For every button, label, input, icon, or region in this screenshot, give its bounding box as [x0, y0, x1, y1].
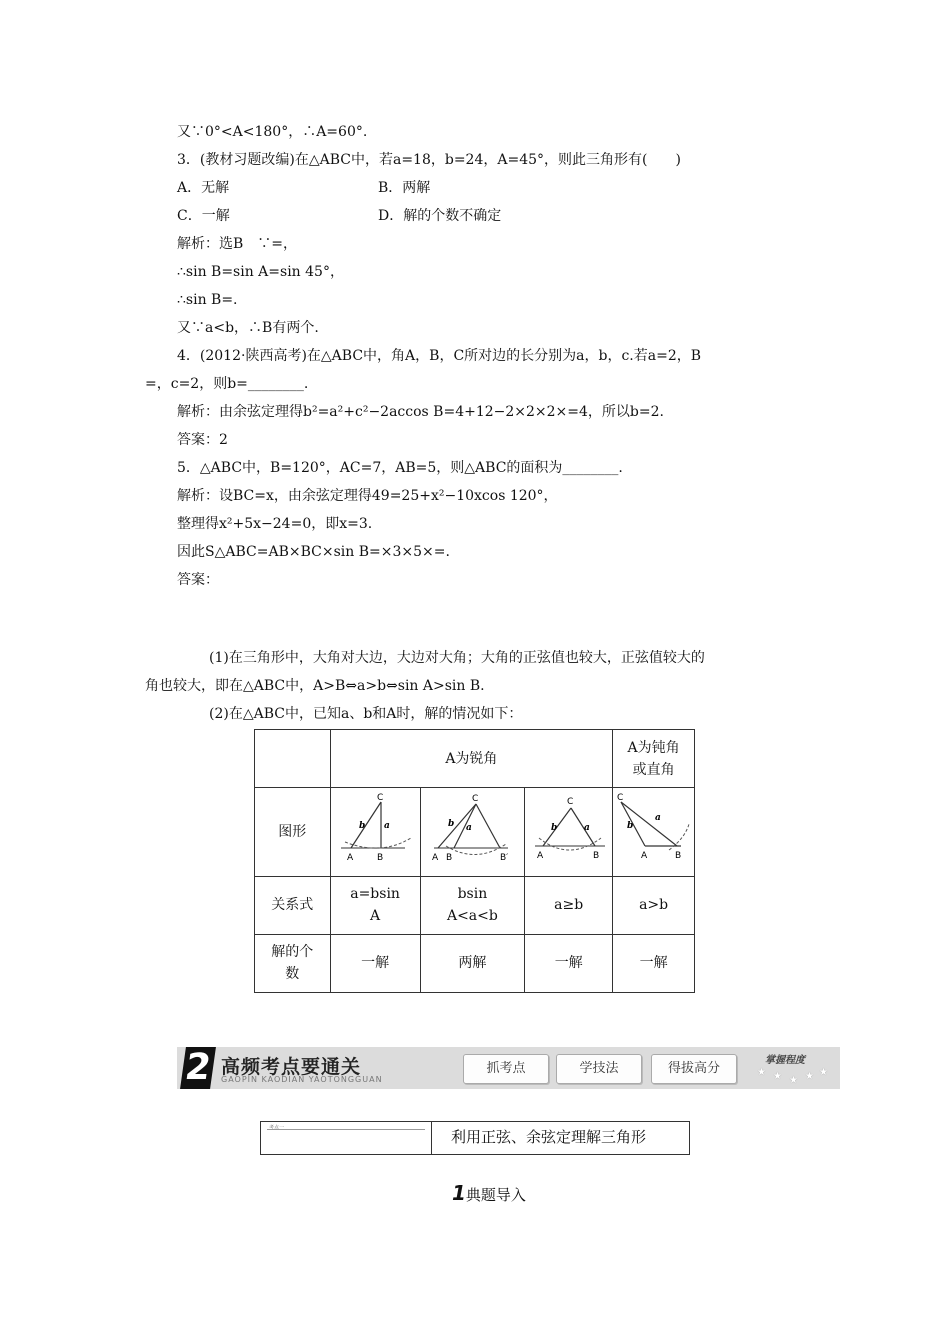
- figure-cell: [420, 788, 525, 876]
- star-icon: ★: [819, 1067, 828, 1078]
- star-icon: ★: [789, 1075, 798, 1086]
- row-label-count-line2: 数: [285, 966, 300, 983]
- star-icon: ★: [805, 1071, 814, 1082]
- svg-text:A: A: [432, 853, 439, 864]
- relation-cell: a≥b: [525, 876, 613, 934]
- star-icon: ★: [773, 1071, 782, 1082]
- note-1: (1)在三角形中，大角对大边，大边对大角；大角的正弦值也较大，正弦值较大的: [209, 650, 705, 666]
- obtuse-header-line1: A为钝角: [627, 739, 680, 756]
- row-label-figure: 图形: [255, 788, 331, 876]
- obtuse-header-line2: 或直角: [632, 761, 675, 778]
- row-label-count-line1: 解的个: [271, 944, 314, 961]
- banner-number: 2: [180, 1047, 216, 1089]
- choice-d: D．解的个数不确定: [378, 208, 502, 224]
- section-title: 典题导入: [465, 1186, 526, 1204]
- solution-line: 整理得x²+5x−24=0，即x=3.: [177, 516, 373, 532]
- svg-text:b: b: [359, 821, 366, 832]
- svg-text:a: a: [654, 813, 661, 824]
- solution-line: 解析：由余弦定理得b²=a²+c²−2accos B=4+12−2×2×2×=4，所以b=2.: [177, 404, 664, 420]
- count-cell: 一解: [525, 934, 613, 992]
- divider: [267, 1129, 425, 1130]
- figure-cell: [525, 788, 613, 876]
- row-label-count: [255, 934, 331, 992]
- triangle-figure-2: [424, 790, 520, 866]
- solution-line: 又∵a<b，∴B有两个.: [177, 320, 319, 336]
- solution-line: 解析：选B ∵=，: [177, 236, 298, 252]
- svg-text:a: a: [583, 823, 590, 834]
- svg-text:C: C: [377, 793, 384, 804]
- relation-cell: [420, 876, 525, 934]
- figure-cell: [613, 788, 695, 876]
- relation-text: A<a<b: [446, 908, 498, 925]
- question-5: 5．△ABC中，B=120°，AC=7，AB=5，则△ABC的面积为________.: [177, 460, 623, 476]
- section-heading: [452, 1181, 526, 1205]
- count-cell: 一解: [330, 934, 420, 992]
- svg-text:b: b: [626, 821, 633, 832]
- count-cell: 两解: [420, 934, 525, 992]
- relation-cell: [330, 876, 420, 934]
- relation-cell: a>b: [613, 876, 695, 934]
- triangle-figure-4: [615, 790, 693, 866]
- high-score-button[interactable]: 得拔高分: [651, 1054, 737, 1084]
- answer-line: 答案：: [177, 572, 219, 588]
- relation-text: bsin: [457, 886, 488, 903]
- svg-text:A: A: [640, 851, 647, 862]
- triangle-figure-1: [335, 790, 415, 866]
- banner-title: 高频考点要通关: [221, 1056, 362, 1078]
- relation-text: a=bsin: [350, 886, 400, 903]
- banner-subtitle: GAOPIN KAODIAN YAOTONGGUAN: [221, 1075, 383, 1084]
- svg-text:A: A: [347, 853, 354, 864]
- svg-text:b: b: [550, 823, 557, 834]
- solution-line: 因此S△ABC=AB×BC×sin B=×3×5×=.: [177, 544, 450, 560]
- choice-c: C．一解: [177, 208, 230, 224]
- svg-text:B: B: [377, 853, 384, 864]
- svg-text:C: C: [472, 794, 479, 805]
- solution-line: ∴sin B=.: [177, 292, 238, 308]
- text-line: 又∵0°<A<180°，∴A=60°.: [177, 124, 368, 140]
- svg-text:C: C: [566, 797, 573, 808]
- grasp-points-button[interactable]: 抓考点: [463, 1054, 549, 1084]
- count-cell: 一解: [613, 934, 695, 992]
- table-corner: [255, 730, 331, 788]
- question-4-cont: =，c=2，则b=________.: [145, 376, 309, 392]
- choice-a: A．无解: [177, 180, 230, 196]
- question-4: 4．(2012·陕西高考)在△ABC中，角A，B，C所对边的长分别为a，b，c.若a=2，B: [177, 348, 702, 364]
- svg-text:B: B: [446, 853, 453, 864]
- solution-cases-table: [254, 729, 695, 993]
- figure-cell: [330, 788, 420, 876]
- section-banner: [177, 1047, 840, 1089]
- learn-methods-button[interactable]: 学技法: [556, 1054, 642, 1084]
- mastery-rating: [757, 1051, 837, 1087]
- choice-b: B．两解: [378, 180, 431, 196]
- topic-tag-area: [261, 1122, 432, 1154]
- solution-line: 解析：设BC=x，由余弦定理得49=25+x²−10xcos 120°，: [177, 488, 558, 504]
- section-number: 1: [452, 1181, 466, 1205]
- triangle-figure-3: [529, 790, 609, 866]
- svg-text:a: a: [384, 821, 390, 832]
- svg-text:B: B: [674, 851, 681, 862]
- obtuse-header: [613, 730, 695, 788]
- svg-text:B′: B′: [500, 853, 509, 864]
- note-2: (2)在△ABC中，已知a、b和A时，解的情况如下：: [209, 706, 523, 722]
- svg-text:a: a: [466, 823, 473, 834]
- star-icon: ★: [757, 1067, 766, 1078]
- svg-text:A: A: [536, 851, 543, 862]
- row-label-relation: 关系式: [255, 876, 331, 934]
- svg-text:B: B: [592, 851, 599, 862]
- question-3: 3．(教材习题改编)在△ABC中，若a=18，b=24，A=45°，则此三角形有( ): [177, 152, 681, 168]
- topic-tag: 考点一: [269, 1125, 285, 1131]
- answer-line: 答案：2: [177, 432, 228, 448]
- mastery-label: 掌握程度: [765, 1055, 805, 1066]
- topic-header-box: [260, 1121, 690, 1155]
- topic-title: 利用正弦、余弦定理解三角形: [451, 1128, 647, 1146]
- acute-header: A为锐角: [330, 730, 613, 788]
- relation-text: A: [370, 908, 381, 925]
- solution-line: ∴sin B=sin A=sin 45°，: [177, 264, 344, 280]
- svg-text:C: C: [616, 793, 623, 804]
- svg-text:b: b: [448, 819, 455, 830]
- note-1-cont: 角也较大，即在△ABC中，A>B⇔a>b⇔sin A>sin B.: [145, 678, 485, 694]
